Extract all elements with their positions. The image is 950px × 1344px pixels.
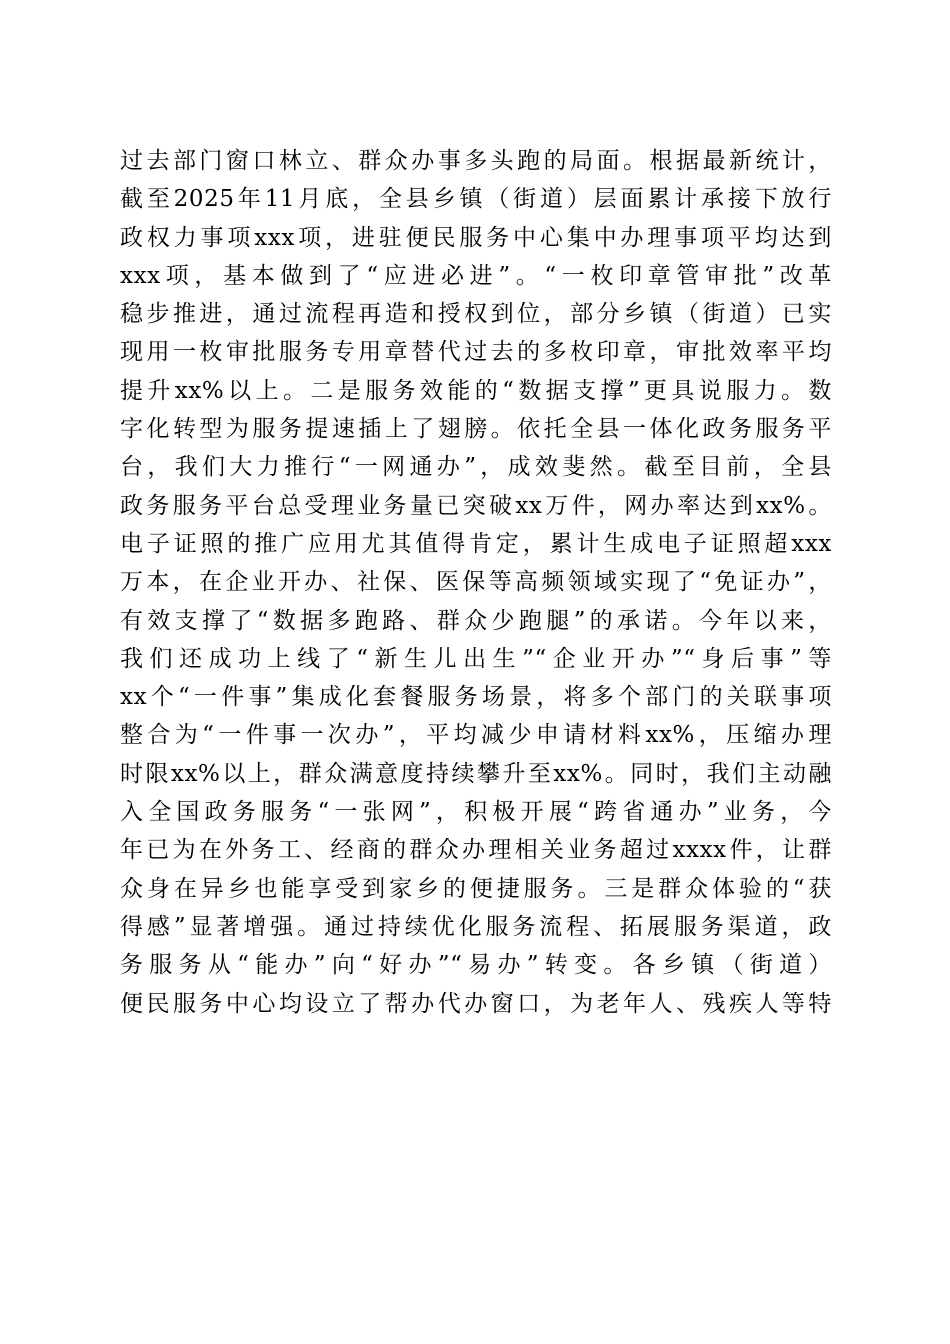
text-line: 政务服务平台总受理业务量已突破xx万件，网办率达到xx%。 [120,492,832,519]
text-line: 便民服务中心均设立了帮办代办窗口，为老年人、残疾人等特 [120,990,832,1017]
text-line: 有效支撑了“数据多跑路、群众少跑腿”的承诺。今年以来， [120,607,832,634]
text-line: 现用一枚审批服务专用章替代过去的多枚印章，审批效率平均 [120,339,832,366]
text-line: 我们还成功上线了“新生儿出生”“企业开办”“身后事”等 [120,645,832,672]
text-line: 众身在异乡也能享受到家乡的便捷服务。三是群众体验的“获 [120,875,832,902]
text-line: 电子证照的推广应用尤其值得肯定，累计生成电子证照超xxx [120,530,832,557]
text-line: 整合为“一件事一次办”，平均减少申请材料xx%，压缩办理 [120,722,832,749]
text-line: 时限xx%以上，群众满意度持续攀升至xx%。同时，我们主动融 [120,760,832,787]
text-line: 提升xx%以上。二是服务效能的“数据支撑”更具说服力。数 [120,377,832,404]
text-line: 字化转型为服务提速插上了翅膀。依托全县一体化政务服务平 [120,416,832,443]
text-line: 得感”显著增强。通过持续优化服务流程、拓展服务渠道，政 [120,913,832,940]
text-line: 截至2025年11月底，全县乡镇（街道）层面累计承接下放行 [120,186,832,213]
text-line: xxx项，基本做到了“应进必进”。“一枚印章管审批”改革 [120,262,832,289]
text-line: 过去部门窗口林立、群众办事多头跑的局面。根据最新统计， [120,148,832,174]
text-line: 万本，在企业开办、社保、医保等高频领域实现了“免证办”， [120,569,832,596]
text-line: 台，我们大力推行“一网通办”，成效斐然。截至目前，全县 [120,454,832,481]
text-line: 入全国政务服务“一张网”，积极开展“跨省通办”业务，今 [120,799,832,826]
text-line: 政权力事项xxx项，进驻便民服务中心集中办理事项平均达到 [120,224,832,251]
text-line: 年已为在外务工、经商的群众办理相关业务超过xxxx件，让群 [120,837,832,864]
text-line: 务服务从“能办”向“好办”“易办”转变。各乡镇（街道） [120,952,832,979]
text-line: xx个“一件事”集成化套餐服务场景，将多个部门的关联事项 [120,684,832,711]
text-line: 稳步推进，通过流程再造和授权到位，部分乡镇（街道）已实 [120,301,832,328]
body-paragraph [120,142,832,1023]
